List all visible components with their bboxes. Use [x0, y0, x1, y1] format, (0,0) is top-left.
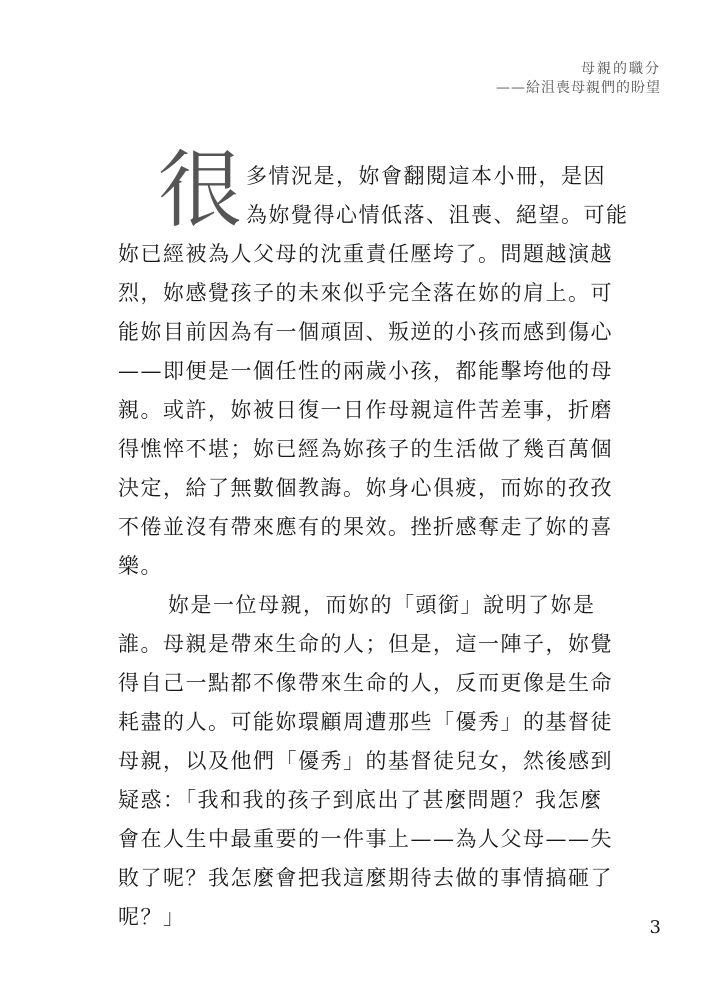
- text-line: 母親，以及他們「優秀」的基督徒兒女，然後感到: [118, 749, 613, 773]
- text-line: 敗了呢？我怎麼會把我這麼期待去做的事情搞砸了: [118, 866, 613, 890]
- text-line: 烈，妳感覺孩子的未來似乎完全落在妳的肩上。可: [118, 281, 613, 305]
- text-line: 耗盡的人。可能妳環顧周遭那些「優秀」的基督徒: [118, 710, 613, 734]
- text-line: 得自己一點都不像帶來生命的人，反而更像是生命: [118, 671, 613, 695]
- text-line: ——即便是一個任性的兩歲小孩，都能擊垮他的母: [118, 359, 613, 383]
- text-line: 多情況是，妳會翻閱這本小冊，是因: [246, 164, 606, 188]
- text-line: 得憔悴不堪；妳已經為妳孩子的生活做了幾百萬個: [118, 437, 613, 461]
- text-line: 疑惑：「我和我的孩子到底出了甚麼問題？我怎麼: [118, 788, 603, 812]
- text-line: 樂。: [118, 554, 163, 578]
- book-title: 母親的職分: [581, 61, 661, 77]
- text-line: 誰。母親是帶來生命的人；但是，這一陣子，妳覺: [118, 632, 613, 656]
- page-number: 3: [649, 917, 661, 938]
- text-line: 不倦並沒有帶來應有的果效。挫折感奪走了妳的喜: [118, 515, 613, 539]
- drop-cap: 很: [158, 141, 243, 239]
- text-line: 能妳目前因為有一個頑固、叛逆的小孩而感到傷心: [118, 320, 613, 344]
- text-line: 妳是一位母親，而妳的「頭銜」說明了妳是: [168, 593, 596, 617]
- text-line: 呢？」: [118, 905, 186, 929]
- text-line: 會在人生中最重要的一件事上——為人父母——失: [118, 827, 613, 851]
- book-subtitle: ——給沮喪母親們的盼望: [496, 80, 661, 96]
- text-line: 為妳覺得心情低落、沮喪、絕望。可能: [246, 203, 629, 227]
- text-line: 決定，給了無數個教誨。妳身心俱疲，而妳的孜孜: [118, 476, 613, 500]
- text-line: 親。或許，妳被日復一日作母親這件苦差事，折磨: [118, 398, 613, 422]
- text-line: 妳已經被為人父母的沈重責任壓垮了。問題越演越: [118, 242, 613, 266]
- running-header: [496, 60, 661, 98]
